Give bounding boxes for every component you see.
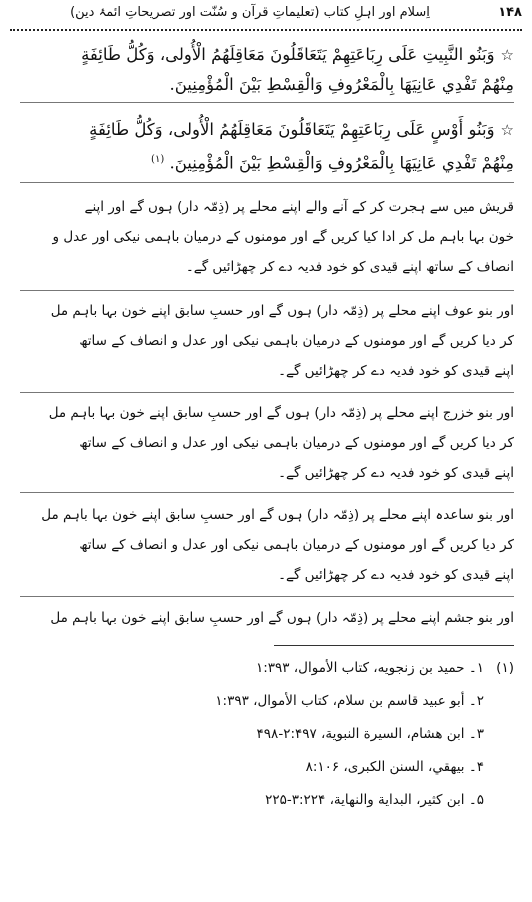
header-rule (10, 29, 522, 31)
separator (20, 182, 514, 183)
star-icon: ☆ (500, 121, 514, 139)
translation-paragraph-2 (20, 296, 514, 386)
footnote-source: ۵۔ ابن كثير، البداية والنهاية، ۳:۲۲۴-۲۲۵ (265, 792, 484, 808)
footnote-source: ۳۔ ابن هشام، السيرة النبوية، ۲:۴۹۷-۴۹۸ (256, 726, 484, 742)
star-icon: ☆ (500, 46, 514, 64)
paragraph-line: خون بہا باہم مل کر ادا کیا کریں گے اور مومنوں کے درمیان باہمی نیکی اور عدل و (52, 229, 514, 245)
paragraph-line: اور بنو جشم اپنے محلے پر (ذِمّہ دار) ہوں گے اور حسبِ سابق اپنے خون بہا باہم مل (50, 610, 514, 626)
paragraph-line: اور بنو عوف اپنے محلے پر (ذِمّہ دار) ہوں گے اور حسبِ سابق اپنے خون بہا باہم مل (50, 303, 514, 319)
paragraph-line: کر دیا کریں گے اور مومنوں کے درمیان باہمی نیکی اور عدل و انصاف کے ساتھ (79, 537, 514, 553)
footnote-reference: (۱) (151, 154, 165, 165)
paragraph-line: اور بنو خزرج اپنے محلے پر (ذِمّہ دار) ہوں گے اور حسبِ سابق اپنے خون بہا باہم مل (48, 405, 514, 421)
footnote-item (20, 718, 514, 751)
paragraph-line: انصاف کے ساتھ اپنے قیدی کو خود فدیہ دے کر چھڑائیں گے۔ (185, 259, 514, 275)
page-number: ۱۴۸ (498, 5, 522, 20)
footnote-source: ۴۔ بيهقي، السنن الكبرى، ۸:۱۰۶ (305, 759, 484, 775)
hadith-line: ☆وَبَنُو أَوْسٍ عَلَى رِبَاعَتِهِمْ يَتَعَاقَلُونَ مَعَاقِلَهُمُ الْأُولى، وَكُلُّ طَائِفَةٍ (89, 120, 514, 139)
paragraph-line: اپنے قیدی کو خود فدیہ دے کر چھڑائیں گے۔ (278, 363, 514, 379)
hadith-text-2 (20, 115, 514, 178)
separator (20, 290, 514, 291)
translation-paragraph-4 (20, 500, 514, 590)
page-header (10, 4, 522, 28)
hadith-text-1 (20, 40, 514, 99)
translation-paragraph-5 (20, 603, 514, 633)
footnote-item (20, 751, 514, 784)
footnote-marker: (۱) (496, 660, 514, 676)
hadith-line: مِنْهُمْ تَفْدِي عَانِيَهَا بِالْمَعْرُوفِ وَالْقِسْطِ بَيْنَ الْمُؤْمِنِينَ. $^{(۱)}$ (151, 153, 514, 173)
footnote-source: ۱۔ حميد بن زنجويه، كتاب الأموال، ۱:۳۹۳ (255, 660, 484, 676)
separator (20, 596, 514, 597)
footnote-item (20, 685, 514, 718)
paragraph-line: کر دیا کریں گے اور مومنوں کے درمیان باہمی نیکی اور عدل و انصاف کے ساتھ (79, 333, 514, 349)
translation-paragraph-1 (20, 192, 514, 282)
running-title: اِسلام اور اہلِ کتاب (تعلیماتِ قرآن و سُنّت اور تصریحاتِ ائمۂ دین) (70, 5, 430, 20)
separator (20, 102, 514, 103)
translation-paragraph-3 (20, 398, 514, 488)
hadith-line: مِنْهُمْ تَفْدِي عَانِيَهَا بِالْمَعْرُوفِ وَالْقِسْطِ بَيْنَ الْمُؤْمِنِينَ. (169, 75, 514, 94)
footnotes (20, 652, 514, 817)
footnote-item (20, 784, 514, 817)
paragraph-line: اپنے قیدی کو خود فدیہ دے کر چھڑائیں گے۔ (278, 567, 514, 583)
paragraph-line: قریش میں سے ہجرت کر کے آنے والے اپنے محلے پر (ذِمّہ دار) ہوں گے اور اپنے (84, 199, 514, 215)
separator (20, 492, 514, 493)
paragraph-line: اور بنو ساعدہ اپنے محلے پر (ذِمّہ دار) ہوں گے اور حسبِ سابق اپنے خون بہا باہم مل (41, 507, 514, 523)
footnote-rule (274, 645, 514, 646)
hadith-line: ☆وَبَنُو النَّبِيتِ عَلَى رِبَاعَتِهِمْ يَتَعَاقَلُونَ مَعَاقِلَهُمُ الْأُولى، وَكُلُّ طَائِفَةٍ (81, 45, 514, 64)
footnote-item (20, 652, 514, 685)
paragraph-line: اپنے قیدی کو خود فدیہ دے کر چھڑائیں گے۔ (278, 465, 514, 481)
separator (20, 392, 514, 393)
paragraph-line: کر دیا کریں گے اور مومنوں کے درمیان باہمی نیکی اور عدل و انصاف کے ساتھ (79, 435, 514, 451)
footnote-source: ۲۔ أبو عبيد قاسم بن سلام، كتاب الأموال، ۱:۳۹۳ (215, 693, 484, 709)
